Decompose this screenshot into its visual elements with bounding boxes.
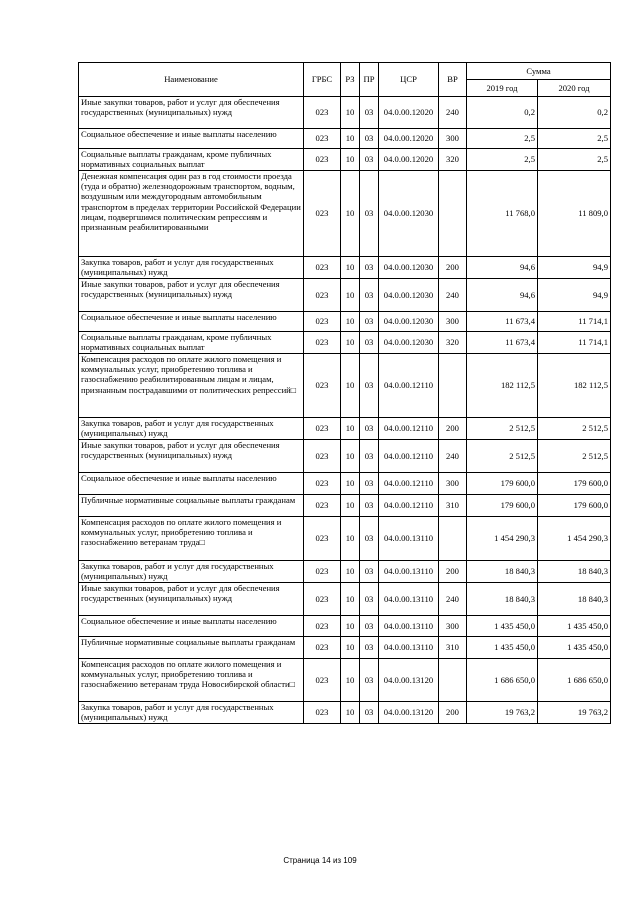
header-year-2020: 2020 год [538, 80, 611, 97]
table-row [79, 149, 611, 171]
cell-grbs: 023 [304, 257, 341, 279]
cell-name: Компенсация расходов по оплате жилого помещения и коммунальных услуг, приобретению топлива и газоснабжению ветеранам труда□ [79, 517, 304, 561]
header-pr: ПР [360, 63, 379, 97]
cell-rz: 10 [341, 473, 360, 495]
cell-y2020: 11 809,0 [538, 171, 611, 257]
cell-csr: 04.0.00.13110 [379, 637, 439, 659]
cell-csr: 04.0.00.12110 [379, 495, 439, 517]
cell-vr [439, 354, 467, 418]
cell-y2019: 11 768,0 [467, 171, 538, 257]
cell-csr: 04.0.00.12030 [379, 279, 439, 312]
cell-name: Социальное обеспечение и иные выплаты населению [79, 616, 304, 637]
cell-pr: 03 [360, 257, 379, 279]
cell-y2019: 18 840,3 [467, 561, 538, 583]
table-row [79, 517, 611, 561]
cell-y2020: 94,9 [538, 257, 611, 279]
cell-rz: 10 [341, 279, 360, 312]
cell-y2020: 18 840,3 [538, 561, 611, 583]
cell-csr: 04.0.00.12110 [379, 440, 439, 473]
cell-rz: 10 [341, 97, 360, 129]
cell-vr [439, 517, 467, 561]
cell-pr: 03 [360, 583, 379, 616]
cell-y2019: 182 112,5 [467, 354, 538, 418]
cell-y2019: 1 435 450,0 [467, 637, 538, 659]
cell-grbs: 023 [304, 332, 341, 354]
cell-y2019: 11 673,4 [467, 332, 538, 354]
cell-name: Социальное обеспечение и иные выплаты населению [79, 129, 304, 149]
cell-grbs: 023 [304, 637, 341, 659]
cell-rz: 10 [341, 702, 360, 724]
cell-y2020: 19 763,2 [538, 702, 611, 724]
header-vr: ВР [439, 63, 467, 97]
header-name: Наименование [79, 63, 304, 97]
cell-pr: 03 [360, 149, 379, 171]
cell-y2020: 2 512,5 [538, 440, 611, 473]
cell-grbs: 023 [304, 149, 341, 171]
cell-csr: 04.0.00.12030 [379, 171, 439, 257]
cell-vr: 300 [439, 473, 467, 495]
table-row [79, 129, 611, 149]
cell-y2019: 0,2 [467, 97, 538, 129]
cell-y2019: 1 435 450,0 [467, 616, 538, 637]
cell-name: Закупка товаров, работ и услуг для государственных (муниципальных) нужд [79, 418, 304, 440]
cell-rz: 10 [341, 129, 360, 149]
page-footer: Страница 14 из 109 [283, 856, 357, 865]
cell-vr [439, 659, 467, 702]
cell-grbs: 023 [304, 583, 341, 616]
cell-rz: 10 [341, 495, 360, 517]
cell-csr: 04.0.00.13110 [379, 583, 439, 616]
cell-pr: 03 [360, 312, 379, 332]
cell-name: Иные закупки товаров, работ и услуг для обеспечения государственных (муниципальных) нужд [79, 440, 304, 473]
cell-y2019: 179 600,0 [467, 495, 538, 517]
cell-rz: 10 [341, 561, 360, 583]
cell-csr: 04.0.00.13110 [379, 517, 439, 561]
cell-pr: 03 [360, 659, 379, 702]
cell-name: Иные закупки товаров, работ и услуг для обеспечения государственных (муниципальных) нужд [79, 279, 304, 312]
cell-vr: 300 [439, 312, 467, 332]
cell-vr [439, 171, 467, 257]
cell-name: Социальные выплаты гражданам, кроме публичных нормативных социальных выплат [79, 332, 304, 354]
cell-grbs: 023 [304, 440, 341, 473]
table-row [79, 97, 611, 129]
cell-grbs: 023 [304, 129, 341, 149]
cell-rz: 10 [341, 440, 360, 473]
table-row [79, 279, 611, 312]
cell-pr: 03 [360, 637, 379, 659]
header-grbs: ГРБС [304, 63, 341, 97]
cell-y2020: 0,2 [538, 97, 611, 129]
cell-grbs: 023 [304, 517, 341, 561]
cell-csr: 04.0.00.13110 [379, 616, 439, 637]
cell-rz: 10 [341, 332, 360, 354]
table-row [79, 561, 611, 583]
cell-pr: 03 [360, 171, 379, 257]
cell-pr: 03 [360, 332, 379, 354]
cell-csr: 04.0.00.12030 [379, 332, 439, 354]
table-row [79, 354, 611, 418]
header-year-2019: 2019 год [467, 80, 538, 97]
cell-y2020: 179 600,0 [538, 473, 611, 495]
cell-grbs: 023 [304, 171, 341, 257]
cell-vr: 300 [439, 129, 467, 149]
table-row [79, 702, 611, 724]
table-row [79, 257, 611, 279]
cell-rz: 10 [341, 312, 360, 332]
header-sum: Сумма [467, 63, 611, 80]
cell-name: Публичные нормативные социальные выплаты гражданам [79, 495, 304, 517]
cell-vr: 320 [439, 332, 467, 354]
table-row [79, 171, 611, 257]
table-row [79, 312, 611, 332]
header-rz: РЗ [341, 63, 360, 97]
cell-name: Социальное обеспечение и иные выплаты населению [79, 312, 304, 332]
cell-csr: 04.0.00.12030 [379, 257, 439, 279]
cell-vr: 200 [439, 561, 467, 583]
table-row [79, 332, 611, 354]
cell-y2020: 179 600,0 [538, 495, 611, 517]
cell-y2020: 1 454 290,3 [538, 517, 611, 561]
cell-rz: 10 [341, 517, 360, 561]
table-row [79, 637, 611, 659]
cell-csr: 04.0.00.12110 [379, 354, 439, 418]
cell-y2020: 1 686 650,0 [538, 659, 611, 702]
cell-y2019: 11 673,4 [467, 312, 538, 332]
cell-grbs: 023 [304, 418, 341, 440]
cell-vr: 200 [439, 418, 467, 440]
cell-name: Денежная компенсация один раз в год стоимости проезда (туда и обратно) железнодорожным транспортом, водным, воздушным или междугородным автомобильным транспортом в пределах территории Российской Федерации лицам, подвергшимся политическим репрессиям и признанным реабилитированными [79, 171, 304, 257]
cell-pr: 03 [360, 561, 379, 583]
cell-name: Компенсация расходов по оплате жилого помещения и коммунальных услуг, приобретению топлива и газоснабжению реабилитированным лицам и лицам, признанным пострадавшими от политических репрессий□ [79, 354, 304, 418]
cell-rz: 10 [341, 149, 360, 171]
cell-rz: 10 [341, 616, 360, 637]
cell-csr: 04.0.00.13120 [379, 659, 439, 702]
cell-y2020: 18 840,3 [538, 583, 611, 616]
cell-name: Социальные выплаты гражданам, кроме публичных нормативных социальных выплат [79, 149, 304, 171]
cell-name: Закупка товаров, работ и услуг для государственных (муниципальных) нужд [79, 561, 304, 583]
cell-vr: 240 [439, 440, 467, 473]
cell-rz: 10 [341, 659, 360, 702]
table-row [79, 583, 611, 616]
cell-grbs: 023 [304, 495, 341, 517]
cell-pr: 03 [360, 129, 379, 149]
table-row [79, 418, 611, 440]
cell-pr: 03 [360, 440, 379, 473]
cell-rz: 10 [341, 171, 360, 257]
cell-csr: 04.0.00.12020 [379, 129, 439, 149]
header-csr: ЦСР [379, 63, 439, 97]
table-row [79, 495, 611, 517]
cell-y2020: 94,9 [538, 279, 611, 312]
cell-y2020: 2,5 [538, 129, 611, 149]
cell-y2019: 94,6 [467, 279, 538, 312]
cell-name: Закупка товаров, работ и услуг для государственных (муниципальных) нужд [79, 257, 304, 279]
cell-y2020: 1 435 450,0 [538, 637, 611, 659]
cell-y2019: 2 512,5 [467, 440, 538, 473]
cell-csr: 04.0.00.12110 [379, 418, 439, 440]
cell-vr: 300 [439, 616, 467, 637]
cell-pr: 03 [360, 279, 379, 312]
cell-grbs: 023 [304, 354, 341, 418]
cell-rz: 10 [341, 418, 360, 440]
table-body [79, 97, 611, 724]
cell-y2020: 2,5 [538, 149, 611, 171]
cell-pr: 03 [360, 97, 379, 129]
cell-name: Иные закупки товаров, работ и услуг для обеспечения государственных (муниципальных) нужд [79, 583, 304, 616]
cell-pr: 03 [360, 354, 379, 418]
table-row [79, 473, 611, 495]
cell-vr: 310 [439, 637, 467, 659]
cell-y2019: 2,5 [467, 149, 538, 171]
table-row [79, 616, 611, 637]
cell-grbs: 023 [304, 561, 341, 583]
cell-name: Иные закупки товаров, работ и услуг для обеспечения государственных (муниципальных) нужд [79, 97, 304, 129]
cell-y2019: 2,5 [467, 129, 538, 149]
cell-csr: 04.0.00.12020 [379, 149, 439, 171]
cell-name: Компенсация расходов по оплате жилого помещения и коммунальных услуг, приобретению топлива и газоснабжению ветеранам труда Новосибирской области□ [79, 659, 304, 702]
table-row [79, 659, 611, 702]
cell-y2019: 18 840,3 [467, 583, 538, 616]
cell-vr: 320 [439, 149, 467, 171]
cell-pr: 03 [360, 418, 379, 440]
cell-vr: 240 [439, 97, 467, 129]
cell-vr: 240 [439, 279, 467, 312]
cell-pr: 03 [360, 517, 379, 561]
cell-csr: 04.0.00.12110 [379, 473, 439, 495]
cell-y2019: 94,6 [467, 257, 538, 279]
cell-name: Закупка товаров, работ и услуг для государственных (муниципальных) нужд [79, 702, 304, 724]
cell-grbs: 023 [304, 312, 341, 332]
cell-y2019: 179 600,0 [467, 473, 538, 495]
cell-grbs: 023 [304, 616, 341, 637]
cell-name: Социальное обеспечение и иные выплаты населению [79, 473, 304, 495]
cell-pr: 03 [360, 473, 379, 495]
cell-y2020: 2 512,5 [538, 418, 611, 440]
cell-csr: 04.0.00.12030 [379, 312, 439, 332]
cell-csr: 04.0.00.12020 [379, 97, 439, 129]
cell-grbs: 023 [304, 473, 341, 495]
cell-y2019: 1 686 650,0 [467, 659, 538, 702]
cell-pr: 03 [360, 702, 379, 724]
cell-y2019: 19 763,2 [467, 702, 538, 724]
cell-rz: 10 [341, 354, 360, 418]
cell-grbs: 023 [304, 97, 341, 129]
budget-table [78, 62, 611, 724]
cell-y2020: 11 714,1 [538, 312, 611, 332]
cell-y2019: 2 512,5 [467, 418, 538, 440]
cell-csr: 04.0.00.13120 [379, 702, 439, 724]
cell-vr: 310 [439, 495, 467, 517]
cell-vr: 200 [439, 257, 467, 279]
cell-name: Публичные нормативные социальные выплаты гражданам [79, 637, 304, 659]
cell-pr: 03 [360, 616, 379, 637]
cell-rz: 10 [341, 637, 360, 659]
cell-y2020: 11 714,1 [538, 332, 611, 354]
cell-grbs: 023 [304, 659, 341, 702]
cell-grbs: 023 [304, 702, 341, 724]
cell-rz: 10 [341, 583, 360, 616]
cell-y2020: 1 435 450,0 [538, 616, 611, 637]
cell-pr: 03 [360, 495, 379, 517]
cell-grbs: 023 [304, 279, 341, 312]
cell-rz: 10 [341, 257, 360, 279]
cell-csr: 04.0.00.13110 [379, 561, 439, 583]
cell-y2020: 182 112,5 [538, 354, 611, 418]
cell-y2019: 1 454 290,3 [467, 517, 538, 561]
cell-vr: 200 [439, 702, 467, 724]
table-row [79, 440, 611, 473]
cell-vr: 240 [439, 583, 467, 616]
